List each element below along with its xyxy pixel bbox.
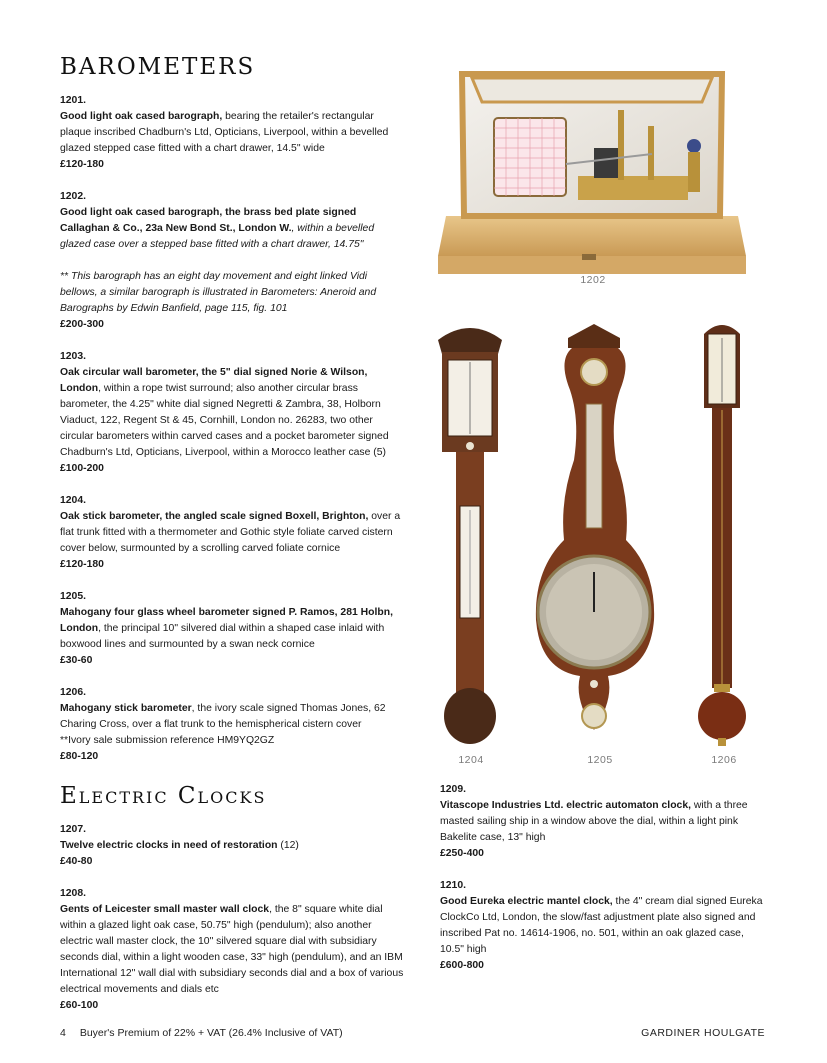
lot-text: (12) [277,840,299,851]
lot-lead: Vitascope Industries Ltd. electric automaton clock, [440,800,691,811]
lot-text: the 4" cream dial signed Eureka ClockCo Ltd, London, the slow/fast adjustment plate also signed and inscribed Pat no. 14614-1906, no. 501, within an oak glazed case, 10.5" high [440,896,763,955]
lot-number: 1206. [60,687,87,698]
lot-1204 [60,493,405,573]
lot-estimate: £80-120 [60,751,99,762]
lot-text: , the principal 10" silvered dial within a shaped case inlaid with boxwood lines and surmounted by a swan neck cornice [60,623,385,650]
lot-text: , within a bevelled glazed case over a stepped base fitted with a chart drawer, 14.75" [60,223,375,250]
page-number: 4 [60,1027,66,1039]
lot-description [60,365,405,461]
lot-description [60,605,405,653]
lot-1207 [60,822,405,870]
lot-estimate: £200-300 [60,319,104,330]
lot-number: 1208. [60,888,87,899]
lot-estimate: £40-80 [60,856,93,867]
lot-lead: Good light oak cased barograph, [60,111,223,122]
auction-house-name: GARDINER HOULGATE [641,1027,765,1039]
lot-text: , within a rope twist surround; also another circular brass barometer, the 4.25" white dial signed Negretti & Zambra, 38, Holborn Viaduct, 122, Regent St & 45, Cornhill, London no. 26283, two other circular barometers within carved cases and a pocket barometer signed Chadburn's Ltd, Opticians, Liverpool, within a Morocco leather case (5) [60,383,389,458]
footer-premium [60,1027,343,1039]
lot-1201 [60,93,405,173]
lot-estimate: £120-180 [60,159,104,170]
barograph-photo [432,66,752,282]
lot-number: 1203. [60,351,87,362]
lot-lead: Oak stick barometer, the angled scale signed Boxell, Brighton, [60,511,369,522]
lot-lead: Mahogany four glass wheel barometer signed P. Ramos, 281 Holbn, London [60,607,393,634]
lot-lead: Good light oak cased barograph, the brass bed plate signed Callaghan & Co., 23a New Bond St., London W. [60,207,357,234]
photo-caption: 1202 [580,274,606,286]
lot-description [60,902,405,998]
lot-description [60,838,405,854]
lot-description [440,798,770,846]
lot-description [60,701,405,733]
photo-caption: 1205 [587,754,613,766]
lot-number: 1210. [440,880,467,891]
lot-text: , the 8" square white dial within a glazed light oak case, 50.75" high (pendulum); also another electric wall master clock, the 10" silvered square dial with subsidiary seconds dial, within a light wooden case, 33" high (pendulum), and an IBM International 12" wall dial with subsidiary seconds dial and a box of various electrical movements and dials etc [60,904,404,995]
lot-number: 1204. [60,495,87,506]
lot-description [440,894,770,958]
stick-barometer-photo-1206 [692,320,752,750]
lot-description [60,109,405,157]
lot-text: with a three masted sailing ship in a window above the dial, within a light pink Bakelite case, 13" high [440,800,748,843]
lot-lead: Mahogany stick barometer [60,703,192,714]
lot-estimate: £30-60 [60,655,93,666]
lot-estimate: £250-400 [440,848,484,859]
wheel-barometer-photo-1205 [530,320,660,740]
lot-lead: Gents of Leicester small master wall clock [60,904,270,915]
lot-1206 [60,685,405,765]
lot-description [60,509,405,557]
lot-number: 1201. [60,95,87,106]
lot-lead: Oak circular wall barometer, the 5" dial signed Norie & Wilson, London [60,367,368,394]
lot-lead: Twelve electric clocks in need of restoration [60,840,278,851]
lot-1202 [60,189,405,333]
lot-1209 [440,782,770,862]
lot-number: 1202. [60,191,87,202]
section-title-electric-clocks: Electric Clocks [60,783,267,809]
lot-description [60,205,405,253]
lot-text: , the ivory scale signed Thomas Jones, 62 Charing Cross, over a flat trunk to the hemispherical cistern cover [60,703,386,730]
lot-note: **Ivory sale submission reference HM9YQ2GZ [60,735,275,746]
lot-1208 [60,886,405,1014]
lot-number: 1209. [440,784,467,795]
buyers-premium: Buyer's Premium of 22% + VAT (26.4% Inclusive of VAT) [79,1027,343,1039]
lot-1203 [60,349,405,477]
stick-barometer-photo-1204 [430,318,510,746]
lot-estimate: £600-800 [440,960,484,971]
lot-estimate: £100-200 [60,463,104,474]
photo-caption: 1204 [458,754,484,766]
photo-caption: 1206 [711,754,737,766]
lot-text: bearing the retailer's rectangular plaque inscribed Chadburn's Ltd, Opticians, Liverpool, within a bevelled glazed stepped case fitted with a chart drawer, 14.5" wide [60,111,389,154]
section-title-barometers: BAROMETERS [60,54,256,80]
lot-1210 [440,878,770,974]
lot-1205 [60,589,405,669]
lot-number: 1205. [60,591,87,602]
lot-estimate: £60-100 [60,1000,99,1011]
lot-number: 1207. [60,824,87,835]
lot-note: ** This barograph has an eight day movement and eight linked Vidi bellows, a similar barograph is illustrated in Barometers: Aneroid and Barographs by Edwin Banfield, page 115, fig. 101 [60,271,377,314]
lot-estimate: £120-180 [60,559,104,570]
lot-text: over a flat trunk fitted with a thermometer and Gothic style foliate carved cistern cover below, surmounted by a scrolling carved foliate cornice [60,511,401,554]
lot-lead: Good Eureka electric mantel clock, [440,896,613,907]
